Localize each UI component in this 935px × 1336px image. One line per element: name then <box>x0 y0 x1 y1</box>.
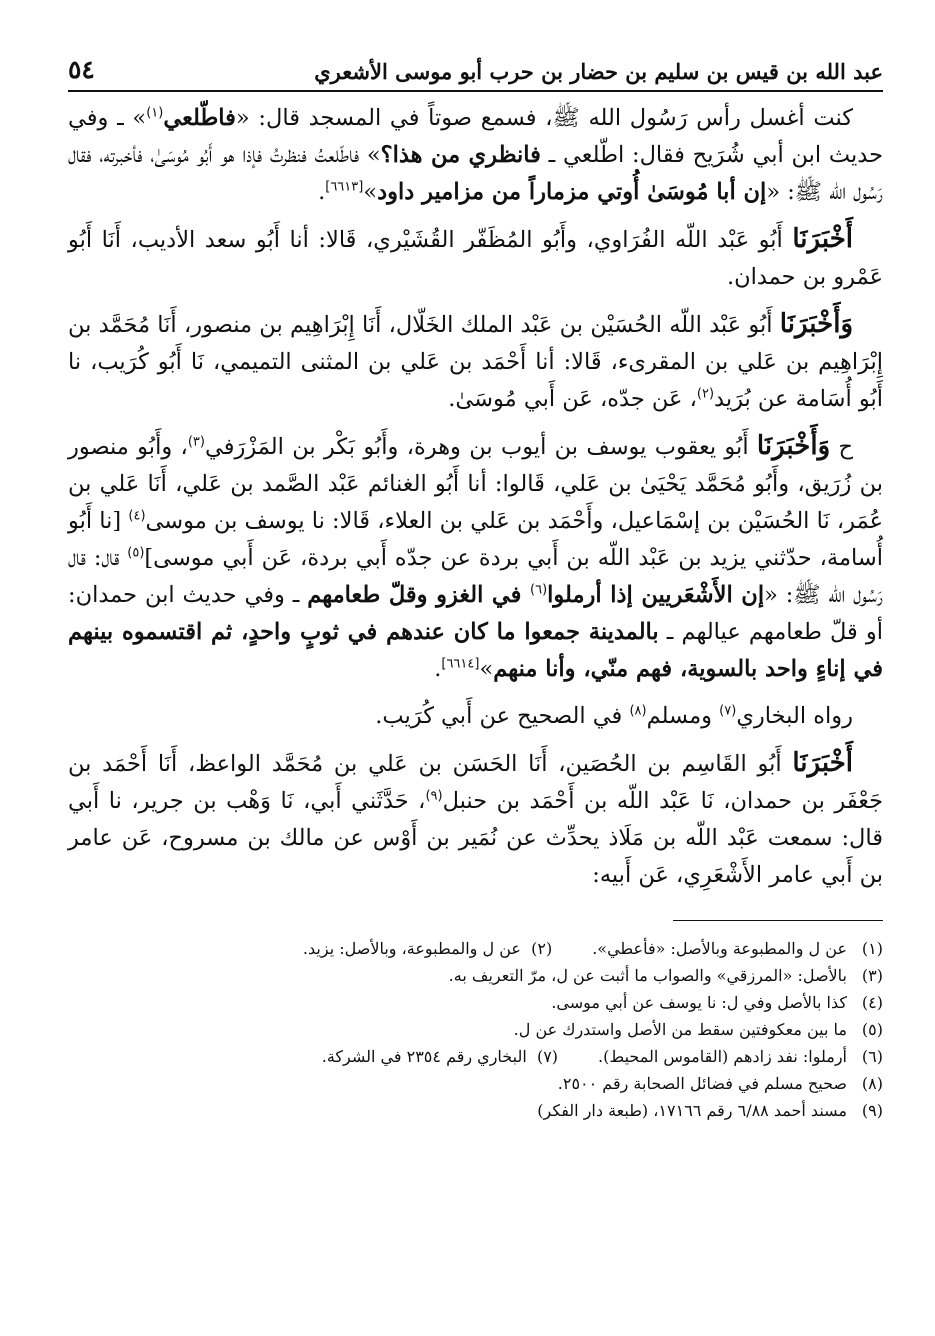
footnote <box>68 935 883 962</box>
text-run: ومسلم <box>646 703 720 729</box>
hadith-text: فانظري من هذا؟ <box>380 142 541 168</box>
footnote-number-b: (٢) <box>531 939 553 958</box>
footnote-number-b: (٧) <box>536 1047 559 1066</box>
hadith-text: إن الأَشْعَريين إذا أرملوا <box>547 582 765 608</box>
footnote-ref: (٥) <box>127 545 145 561</box>
text-run: أَبُو عَبْد اللّه الفُرَاوي، وأَبُو المُظَفّر القُشَيْري، قَالا: أنا أَبُو سعد الأديب، أَنَا أَبُو عَمْرو بن حمدان. <box>68 227 883 290</box>
footnote-number: (٥) <box>861 1020 883 1039</box>
footnote-text: ما بين معكوفتين سقط من الأصل واستدرك عن ل. <box>513 1020 847 1039</box>
footnote-text: صحيح مسلم في فضائل الصحابة رقم ٢٥٠٠. <box>557 1074 847 1093</box>
footnote-number: (٦) <box>861 1047 883 1066</box>
paragraph <box>68 306 883 418</box>
text-run: ، وأَبُو منصور بن زُرَيق، وأَبُو مُحَمَّد يَحْيَىٰ بن عَلي، قَالوا: أنا أَبُو الغنائم عَبْد الصَّمد بن عَلي، أَنَا عَلي بن عُمَر، نَا الحُسَيْن بن إسْمَاعيل، وأَحْمَد بن عَلي بن العلاء، قَالا: نا يوسف بن موسى <box>68 434 884 534</box>
footnotes <box>68 935 883 1124</box>
akhbarana-lead-word: أَخْبَرَنَا <box>792 748 853 778</box>
text-run: قال: قال رَسُول الله ﷺ: « <box>68 545 884 608</box>
text-run: أَبُو القَاسِم بن الحُصَين، أَنَا الحَسَن بن عَلي بن مُحَمَّد الواعظ، أَنَا أَحْمَد بن جَعْفَر بن حمدان، نَا عَبْد اللّه بن أَحْمَد بن حنبل <box>68 751 883 814</box>
footnote-ref: (٣) <box>187 434 205 450</box>
footnote-divider <box>673 920 883 921</box>
text-run: . <box>434 656 442 682</box>
akhbarana-lead-word: وَأَخْبَرَنَا <box>756 431 831 461</box>
footnote <box>68 1016 883 1043</box>
footnote-text: بالأصل: «المرزقي» والصواب ما أثبت عن ل، مرّ التعريف به. <box>448 966 847 985</box>
text-run: ، عَن جدّه، عَن أَبي مُوسَىٰ. <box>448 386 697 412</box>
text-run: » <box>363 179 378 205</box>
paragraph <box>68 221 883 296</box>
page-number: ٥٤ <box>68 55 95 84</box>
footnote-ref: [٦٦١٤] <box>441 656 480 672</box>
text-run: أَبُو عَبْد اللّه الحُسَيْن بن عَبْد الملك الخَلّال، أَنَا إِبْرَاهِيم بن منصور، أَنَا مُحَمَّد بن إِبْرَاهِيم بن عَلي بن المقرىء، قَالا: أنا أَحْمَد بن عَلي بن المثنى التميمي، نَا أَبُو كُرَيب، نا أَبُو أُسَامة عن بُرَيد <box>68 312 883 412</box>
footnote-ref: (٤) <box>128 508 146 524</box>
paragraph <box>68 100 883 211</box>
footnote-ref: (١) <box>146 105 164 121</box>
footnote-number: (٤) <box>861 993 883 1012</box>
text-run: » <box>479 656 494 682</box>
text-run: » ـ وفي حديث ابن أبي شُرَيح فقال: اطّلعي ـ <box>68 105 883 168</box>
hadith-text: بالمدينة جمعوا ما كان عندهم في ثوبٍ واحدٍ، ثم اقتسموه بينهم في إناءٍ واحد بالسوية، فهم منّي، وأنا منهم <box>68 619 883 682</box>
running-title: عبد الله بن قيس بن سليم بن حضار بن حرب أبو موسى الأشعري <box>314 59 883 84</box>
footnote-number: (٩) <box>861 1101 883 1120</box>
text-run: في الصحيح عن أَبي كُرَيب. <box>375 703 630 729</box>
footnote <box>68 1097 883 1124</box>
footnote-ref: [٦٦١٣] <box>325 179 364 195</box>
footnote-ref: (٦) <box>530 582 548 598</box>
hadith-text: إن أبا مُوسَىٰ أُوتي مزماراً من مزامير داود <box>377 179 767 205</box>
hadith-text: فاطّلعي <box>163 105 236 131</box>
footnote <box>68 1070 883 1097</box>
footnote-text: كذا بالأصل وفي ل: نا يوسف عن أبي موسى. <box>551 993 847 1012</box>
footnote <box>68 962 883 989</box>
footnote-number: (٨) <box>861 1074 883 1093</box>
footnote-text-a: عن ل والمطبوعة وبالأصل: «فأعطي». <box>592 939 847 958</box>
paragraph <box>68 745 883 894</box>
footnote-number: (٣) <box>861 966 883 985</box>
footnote <box>68 989 883 1016</box>
footnote-text-b: عن ل والمطبوعة، وبالأصل: يزيد. <box>302 939 521 958</box>
book-page <box>68 48 883 1293</box>
text-run: [نا أَبُو أُسامة، حدّثني يزيد بن عَبْد اللّه بن أَبي بردة عن جدّه أَبي بردة، عَن أَبي موسى] <box>68 508 883 571</box>
footnote-number: (١) <box>861 939 883 958</box>
footnote-text <box>322 1043 847 1070</box>
text-run: . <box>318 179 326 205</box>
footnote-text-a: أرملوا: نفد زادهم (القاموس المحيط). <box>598 1047 847 1066</box>
text-run: أَبُو يعقوب يوسف بن أيوب بن وهرة، وأَبُو بَكْر بن المَزْرَفي <box>204 434 757 460</box>
footnote-ref: (٩) <box>425 788 443 804</box>
footnote-text <box>303 935 847 962</box>
hadith-text: في الغزو وقلّ طعامهم <box>307 582 531 608</box>
paragraph <box>68 428 883 688</box>
footnote-text: مسند أحمد ٦/٨٨ رقم ١٧١٦٦، (طبعة دار الفكر) <box>537 1101 847 1120</box>
footnote <box>68 1043 883 1070</box>
footnote-text-b: البخاري رقم ٢٣٥٤ في الشركة. <box>321 1047 527 1066</box>
text-run: ، حَدَّثَني أَبي، نَا وَهْب بن جرير، نا أَبي قال: سمعت عَبْد اللّه بن مَلَاذ يحدِّث عن نُمَير بن أَوْس عن مالك بن مسروح، عَن عامر بن أَبي عامر الأَشْعَرِي، عَن أَبيه: <box>68 788 883 888</box>
footnote-ref: (٢) <box>696 386 715 402</box>
paragraph <box>68 698 883 735</box>
text-run: رواه البخاري <box>736 703 853 729</box>
akhbarana-lead-word: وَأَخْبَرَنَا <box>779 309 853 339</box>
text-run: كنت أغسل رأس رَسُول الله ﷺ، فسمع صوتاً في المسجد قال: « <box>235 105 853 131</box>
text-run: ح <box>830 434 853 460</box>
footnote-ref: (٨) <box>629 703 647 719</box>
text-run: » فاطّلعتُ فنظرتُ فإذا هو أَبُو مُوسَىٰ، فأخبرته، فقال رَسُول الله ﷺ: « <box>68 142 883 205</box>
footnote-ref: (٧) <box>719 703 737 719</box>
page-header <box>68 48 883 92</box>
akhbarana-lead-word: أَخْبَرَنَا <box>792 224 853 254</box>
text-run: ـ وفي حديث ابن حمدان: أو قلّ طعامهم عيالهم ـ <box>68 582 883 645</box>
main-text <box>68 100 883 894</box>
